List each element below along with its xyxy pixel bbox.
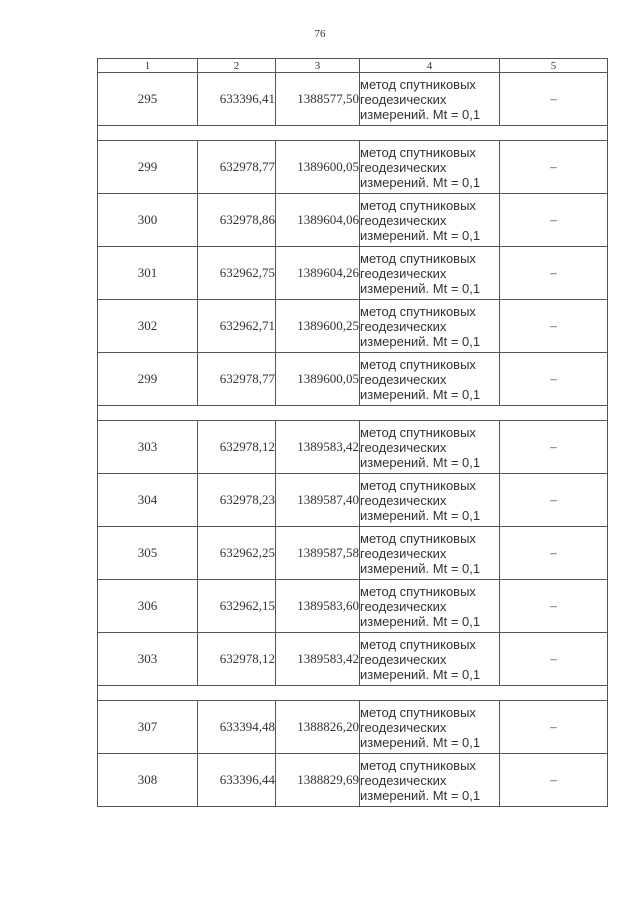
group-separator-cell (98, 126, 608, 141)
y-coordinate-cell: 1389583,60 (276, 580, 360, 633)
method-line-2: геодезических (360, 371, 447, 387)
method-line-3: измерений. Mt = 0,1 (360, 613, 481, 629)
method-cell (360, 633, 500, 686)
y-coordinate-cell: 1389600,05 (276, 353, 360, 406)
method-cell (360, 73, 500, 126)
group-separator-row (98, 406, 608, 421)
column-header-1: 1 (98, 59, 198, 73)
y-coordinate-cell: 1389604,26 (276, 247, 360, 300)
method-line-3: измерений. Mt = 0,1 (360, 666, 481, 682)
method-cell (360, 527, 500, 580)
method-line-3: измерений. Mt = 0,1 (360, 174, 481, 190)
description-cell: – (500, 247, 608, 300)
method-line-3: измерений. Mt = 0,1 (360, 280, 481, 296)
method-line-2: геодезических (360, 439, 447, 455)
table-row (98, 754, 608, 807)
description-cell: – (500, 194, 608, 247)
point-number-cell: 304 (98, 474, 198, 527)
method-line-2: геодезических (360, 492, 447, 508)
description-cell: – (500, 633, 608, 686)
method-line-3: измерений. Mt = 0,1 (360, 560, 481, 576)
y-coordinate-cell: 1389587,40 (276, 474, 360, 527)
point-number-cell: 301 (98, 247, 198, 300)
method-cell (360, 754, 500, 807)
method-line-3: измерений. Mt = 0,1 (360, 386, 481, 402)
method-line-3: измерений. Mt = 0,1 (360, 454, 481, 470)
method-line-2: геодезических (360, 318, 447, 334)
table-row (98, 580, 608, 633)
method-line-1: метод спутниковых (360, 197, 476, 213)
y-coordinate-cell: 1389583,42 (276, 421, 360, 474)
method-line-1: метод спутниковых (360, 477, 476, 493)
x-coordinate-cell: 632962,15 (198, 580, 276, 633)
table-row (98, 300, 608, 353)
method-cell (360, 353, 500, 406)
method-line-1: метод спутниковых (360, 530, 476, 546)
method-line-2: геодезических (360, 265, 447, 281)
point-number-cell: 307 (98, 701, 198, 754)
method-line-3: измерений. Mt = 0,1 (360, 333, 481, 349)
x-coordinate-cell: 632978,23 (198, 474, 276, 527)
table-row (98, 527, 608, 580)
point-number-cell: 299 (98, 353, 198, 406)
description-cell: – (500, 527, 608, 580)
table-row (98, 141, 608, 194)
point-number-cell: 308 (98, 754, 198, 807)
method-line-2: геодезических (360, 719, 447, 735)
table-body (98, 59, 608, 807)
point-number-cell: 299 (98, 141, 198, 194)
point-number-cell: 303 (98, 633, 198, 686)
method-cell (360, 141, 500, 194)
table-row (98, 701, 608, 754)
table-row (98, 194, 608, 247)
method-line-1: метод спутниковых (360, 356, 476, 372)
group-separator-cell (98, 686, 608, 701)
point-number-cell: 306 (98, 580, 198, 633)
table-row (98, 247, 608, 300)
page-number: 76 (314, 28, 326, 40)
method-line-1: метод спутниковых (360, 583, 476, 599)
x-coordinate-cell: 632978,86 (198, 194, 276, 247)
table-row (98, 73, 608, 126)
method-line-2: геодезических (360, 212, 447, 228)
method-line-2: геодезических (360, 651, 447, 667)
method-cell (360, 580, 500, 633)
description-cell: – (500, 421, 608, 474)
x-coordinate-cell: 632962,25 (198, 527, 276, 580)
group-separator-row (98, 126, 608, 141)
point-number-cell: 302 (98, 300, 198, 353)
method-line-1: метод спутниковых (360, 757, 476, 773)
method-line-1: метод спутниковых (360, 303, 476, 319)
y-coordinate-cell: 1388826,20 (276, 701, 360, 754)
method-line-1: метод спутниковых (360, 704, 476, 720)
method-line-3: измерений. Mt = 0,1 (360, 787, 481, 803)
y-coordinate-cell: 1388829,69 (276, 754, 360, 807)
method-cell (360, 421, 500, 474)
group-separator-row (98, 686, 608, 701)
y-coordinate-cell: 1389587,58 (276, 527, 360, 580)
method-cell (360, 701, 500, 754)
x-coordinate-cell: 633396,41 (198, 73, 276, 126)
method-line-2: геодезических (360, 598, 447, 614)
method-cell (360, 474, 500, 527)
column-header-3: 3 (276, 59, 360, 73)
x-coordinate-cell: 632978,12 (198, 421, 276, 474)
method-line-3: измерений. Mt = 0,1 (360, 106, 481, 122)
point-number-cell: 303 (98, 421, 198, 474)
point-number-cell: 295 (98, 73, 198, 126)
table-row (98, 633, 608, 686)
y-coordinate-cell: 1389583,42 (276, 633, 360, 686)
column-header-2: 2 (198, 59, 276, 73)
point-number-cell: 305 (98, 527, 198, 580)
method-cell (360, 300, 500, 353)
x-coordinate-cell: 632978,77 (198, 141, 276, 194)
y-coordinate-cell: 1389600,25 (276, 300, 360, 353)
x-coordinate-cell: 632962,75 (198, 247, 276, 300)
method-line-1: метод спутниковых (360, 76, 476, 92)
group-separator-cell (98, 406, 608, 421)
column-header-4: 4 (360, 59, 500, 73)
column-header-5: 5 (500, 59, 608, 73)
description-cell: – (500, 474, 608, 527)
method-line-1: метод спутниковых (360, 636, 476, 652)
y-coordinate-cell: 1389604,06 (276, 194, 360, 247)
method-line-1: метод спутниковых (360, 144, 476, 160)
x-coordinate-cell: 633394,48 (198, 701, 276, 754)
description-cell: – (500, 141, 608, 194)
description-cell: – (500, 580, 608, 633)
table-row (98, 474, 608, 527)
method-line-1: метод спутниковых (360, 250, 476, 266)
y-coordinate-cell: 1388577,50 (276, 73, 360, 126)
method-line-1: метод спутниковых (360, 424, 476, 440)
description-cell: – (500, 73, 608, 126)
method-line-2: геодезических (360, 91, 447, 107)
x-coordinate-cell: 632962,71 (198, 300, 276, 353)
method-line-3: измерений. Mt = 0,1 (360, 227, 481, 243)
x-coordinate-cell: 632978,77 (198, 353, 276, 406)
x-coordinate-cell: 632978,12 (198, 633, 276, 686)
method-line-2: геодезических (360, 545, 447, 561)
x-coordinate-cell: 633396,44 (198, 754, 276, 807)
description-cell: – (500, 353, 608, 406)
table-row (98, 353, 608, 406)
table-row (98, 421, 608, 474)
method-cell (360, 247, 500, 300)
method-line-3: измерений. Mt = 0,1 (360, 507, 481, 523)
method-cell (360, 194, 500, 247)
description-cell: – (500, 754, 608, 807)
table-header-row (98, 59, 608, 73)
method-line-2: геодезических (360, 159, 447, 175)
method-line-2: геодезических (360, 772, 447, 788)
description-cell: – (500, 300, 608, 353)
method-line-3: измерений. Mt = 0,1 (360, 734, 481, 750)
y-coordinate-cell: 1389600,05 (276, 141, 360, 194)
point-number-cell: 300 (98, 194, 198, 247)
description-cell: – (500, 701, 608, 754)
coordinates-table (97, 58, 608, 807)
